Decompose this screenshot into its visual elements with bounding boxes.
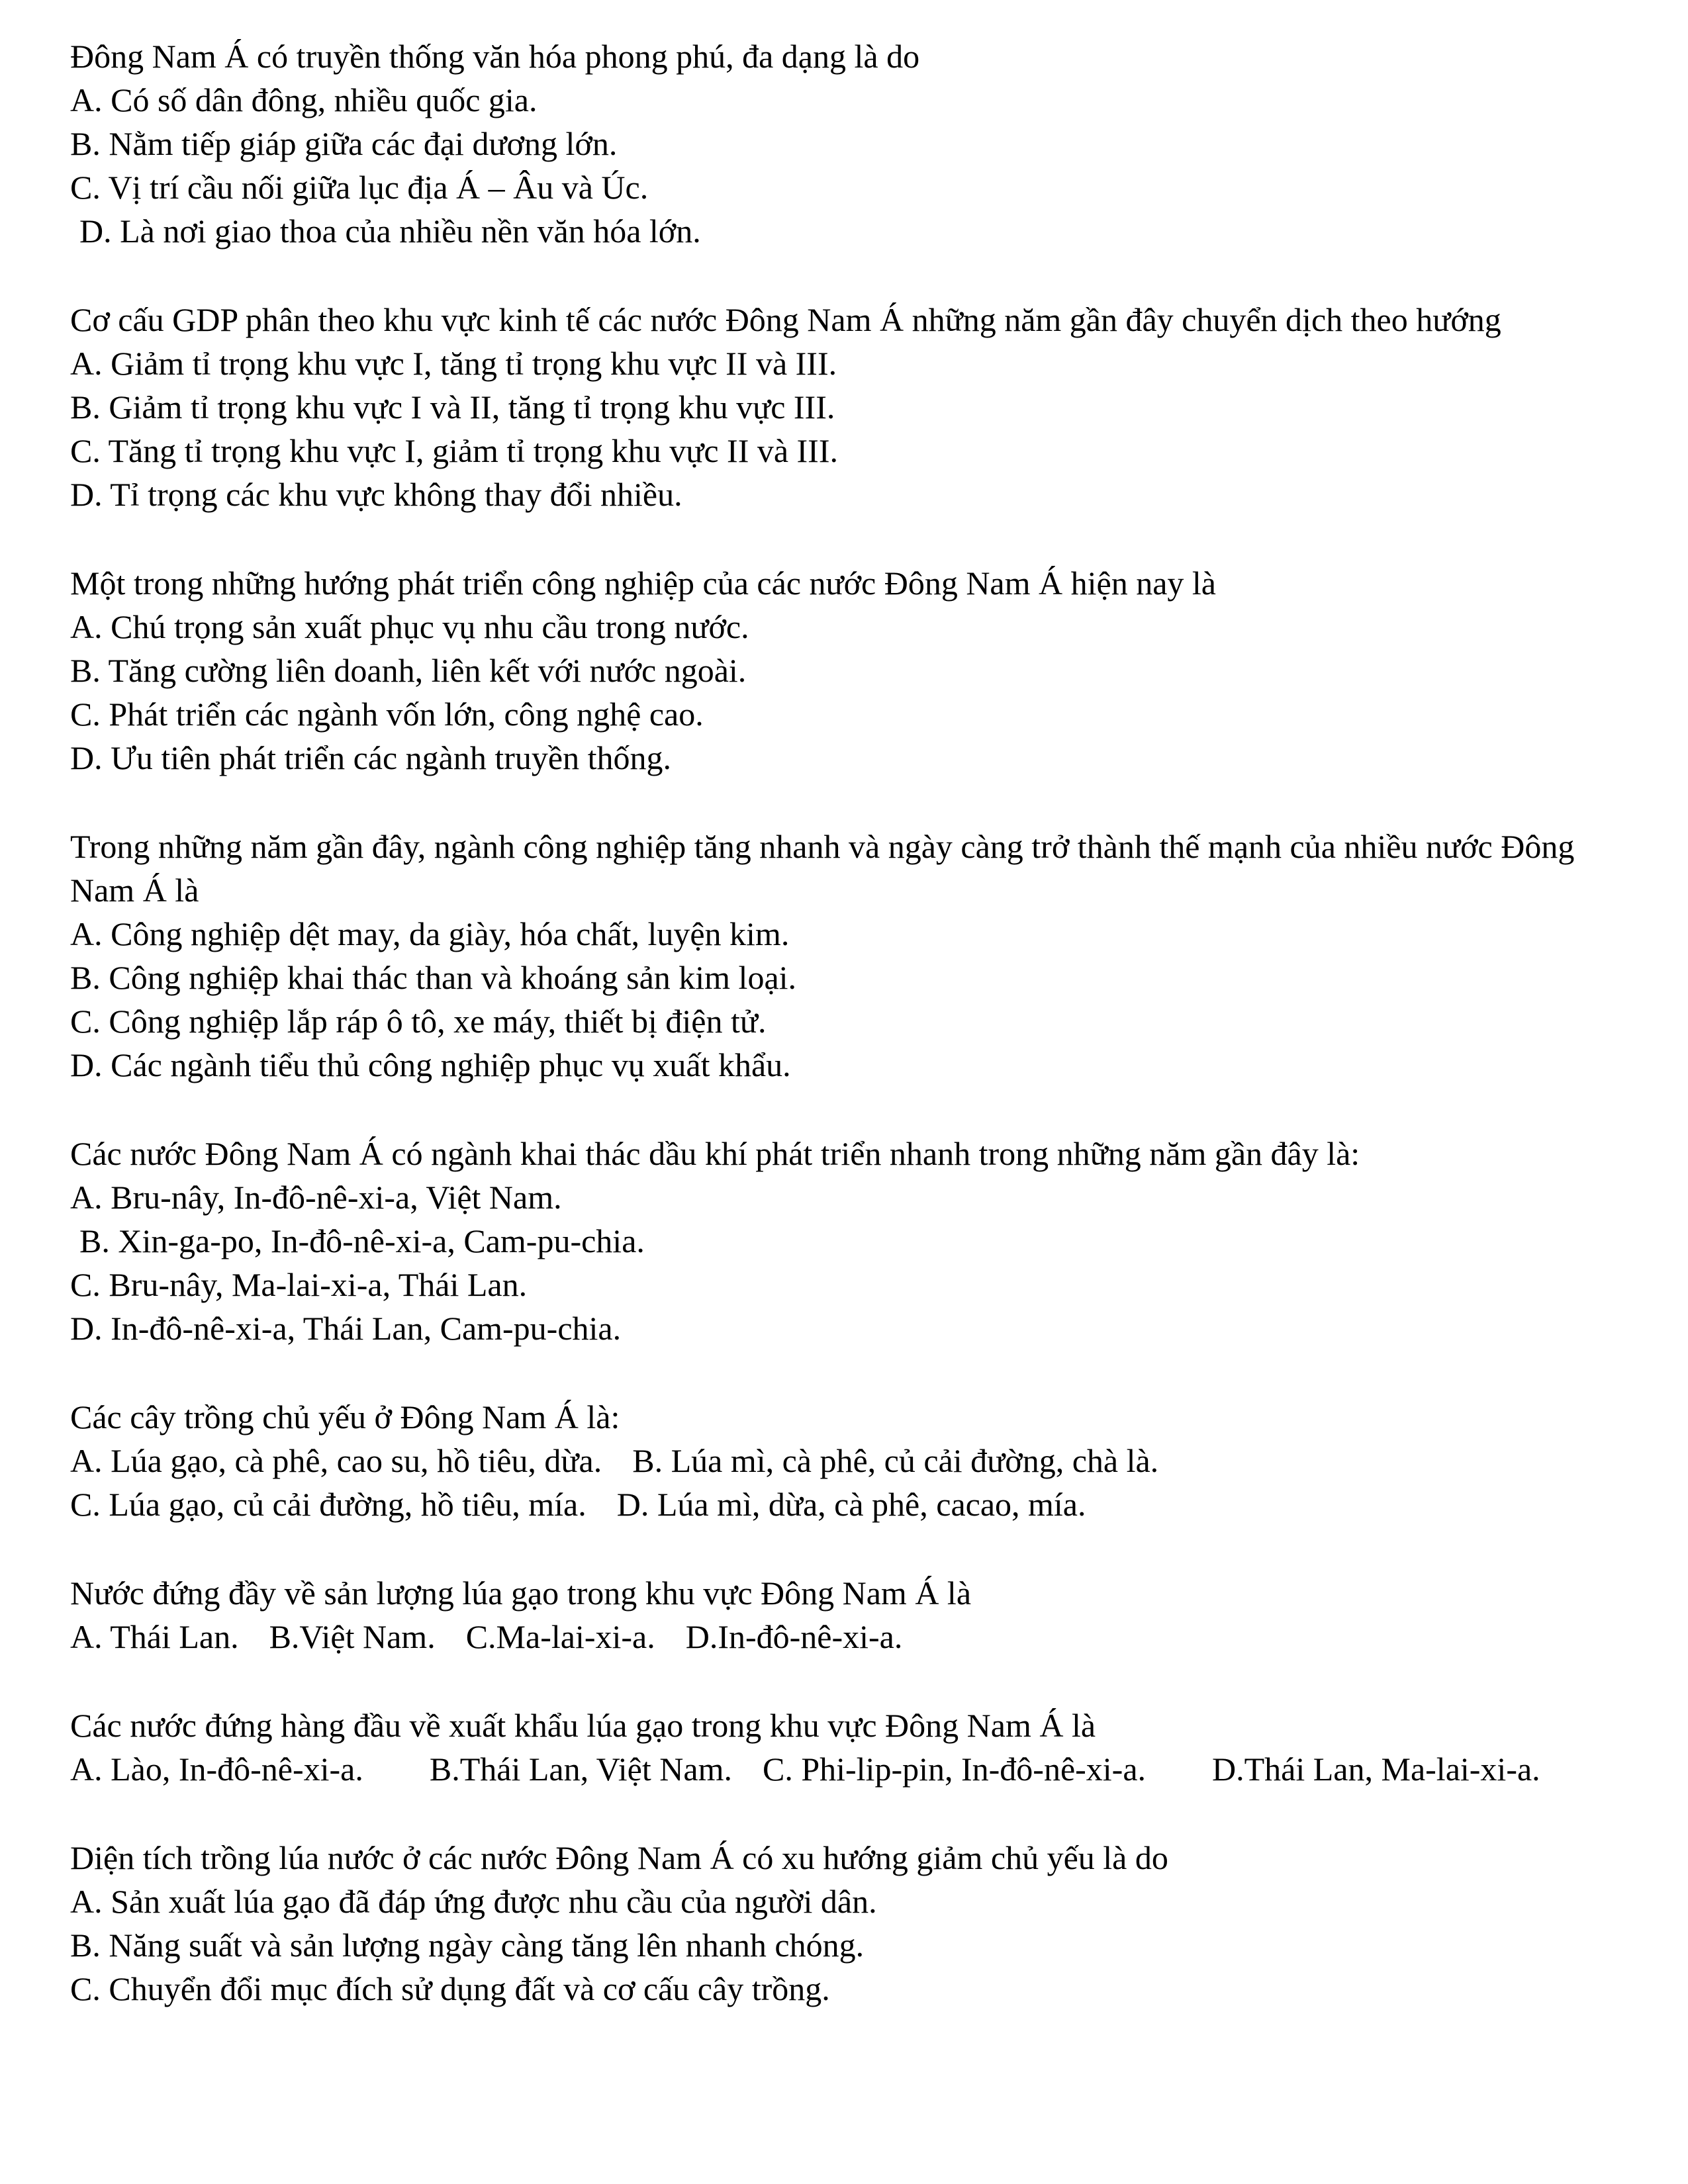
question-4-option-a: A. Công nghiệp dệt may, da giày, hóa chất, luyện kim. <box>70 915 790 952</box>
question-7-option-a: A. Thái Lan. <box>70 1618 239 1655</box>
question-7-text: Nước đứng đầy về sản lượng lúa gạo trong khu vực Đông Nam Á là <box>70 1574 972 1612</box>
question-9-text: Diện tích trồng lúa nước ở các nước Đông Nam Á có xu hướng giảm chủ yếu là do <box>70 1839 1168 1876</box>
question-6-option-a: A. Lúa gạo, cà phê, cao su, hồ tiêu, dừa. <box>70 1442 602 1479</box>
question-7 <box>70 1571 1646 1659</box>
question-1 <box>70 34 1646 253</box>
question-4-option-c: C. Công nghiệp lắp ráp ô tô, xe máy, thiết bị điện tử. <box>70 1003 767 1040</box>
question-5-option-a: A. Bru-nây, In-đô-nê-xi-a, Việt Nam. <box>70 1179 562 1216</box>
question-7-option-c: C.Ma-lai-xi-a. <box>465 1618 655 1655</box>
question-1-option-d: D. Là nơi giao thoa của nhiều nền văn hóa lớn. <box>79 212 701 250</box>
question-8-option-d: D.Thái Lan, Ma-lai-xi-a. <box>1212 1751 1540 1788</box>
question-8-option-a: A. Lào, In-đô-nê-xi-a. <box>70 1751 363 1788</box>
question-7-option-d: D.In-đô-nê-xi-a. <box>685 1618 903 1655</box>
question-9-option-a: A. Sản xuất lúa gạo đã đáp ứng được nhu cầu của người dân. <box>70 1883 877 1920</box>
question-list <box>70 34 1646 2056</box>
question-4-option-b: B. Công nghiệp khai thác than và khoáng sản kim loại. <box>70 959 797 996</box>
question-3-option-c: C. Phát triển các ngành vốn lớn, công nghệ cao. <box>70 696 704 733</box>
question-6-text: Các cây trồng chủ yếu ở Đông Nam Á là: <box>70 1398 620 1435</box>
question-3 <box>70 561 1646 780</box>
question-5-option-c: C. Bru-nây, Ma-lai-xi-a, Thái Lan. <box>70 1266 528 1303</box>
question-8 <box>70 1704 1646 1791</box>
question-9-option-b: B. Năng suất và sản lượng ngày càng tăng lên nhanh chóng. <box>70 1927 865 1964</box>
question-2-option-d: D. Tỉ trọng các khu vực không thay đổi nhiều. <box>70 476 682 513</box>
question-2-option-b: B. Giảm tỉ trọng khu vực I và II, tăng tỉ trọng khu vực III. <box>70 388 835 426</box>
question-1-option-c: C. Vị trí cầu nối giữa lục địa Á – Âu và Úc. <box>70 169 649 206</box>
question-6-option-c: C. Lúa gạo, củ cải đường, hồ tiêu, mía. <box>70 1486 586 1523</box>
question-1-option-b: B. Nằm tiếp giáp giữa các đại dương lớn. <box>70 125 618 162</box>
question-9 <box>70 1836 1646 2011</box>
question-6-options-row-2 <box>70 1482 1646 1526</box>
question-3-text: Một trong những hướng phát triển công nghiệp của các nước Đông Nam Á hiện nay là <box>70 565 1216 602</box>
question-5-option-d: D. In-đô-nê-xi-a, Thái Lan, Cam-pu-chia. <box>70 1310 622 1347</box>
question-2 <box>70 298 1646 516</box>
question-3-option-b: B. Tăng cường liên doanh, liên kết với nước ngoài. <box>70 652 747 689</box>
question-8-option-c: C. Phi-lip-pin, In-đô-nê-xi-a. <box>762 1751 1147 1788</box>
question-4 <box>70 825 1646 1087</box>
question-4-text: Trong những năm gần đây, ngành công nghiệp tăng nhanh và ngày càng trở thành thế mạnh của nhiều nước Đông Nam Á là <box>70 828 1575 909</box>
question-9-option-c: C. Chuyển đổi mục đích sử dụng đất và cơ cấu cây trồng. <box>70 1970 830 2007</box>
question-4-option-d: D. Các ngành tiểu thủ công nghiệp phục vụ xuất khẩu. <box>70 1046 791 1083</box>
question-8-option-b: B.Thái Lan, Việt Nam. <box>429 1751 732 1788</box>
question-2-option-a: A. Giảm tỉ trọng khu vực I, tăng tỉ trọng khu vực II và III. <box>70 345 837 382</box>
question-5-option-b: B. Xin-ga-po, In-đô-nê-xi-a, Cam-pu-chia. <box>79 1222 645 1259</box>
question-8-options-row <box>70 1747 1646 1791</box>
question-7-options-row <box>70 1615 1646 1659</box>
question-1-text: Đông Nam Á có truyền thống văn hóa phong phú, đa dạng là do <box>70 38 920 75</box>
question-6 <box>70 1395 1646 1526</box>
question-2-text: Cơ cấu GDP phân theo khu vực kinh tế các nước Đông Nam Á những năm gần đây chuyển dịch theo hướng <box>70 301 1501 338</box>
question-2-option-c: C. Tăng tỉ trọng khu vực I, giảm tỉ trọng khu vực II và III. <box>70 432 838 469</box>
question-5-text: Các nước Đông Nam Á có ngành khai thác dầu khí phát triển nhanh trong những năm gần đây là: <box>70 1135 1360 1172</box>
question-6-options-row-1 <box>70 1439 1646 1482</box>
question-6-option-b: B. Lúa mì, cà phê, củ cải đường, chà là. <box>632 1442 1159 1479</box>
question-3-option-a: A. Chú trọng sản xuất phục vụ nhu cầu trong nước. <box>70 608 749 645</box>
question-6-option-d: D. Lúa mì, dừa, cà phê, cacao, mía. <box>616 1486 1086 1523</box>
question-5 <box>70 1132 1646 1350</box>
question-7-option-b: B.Việt Nam. <box>269 1618 436 1655</box>
question-1-option-a: A. Có số dân đông, nhiều quốc gia. <box>70 81 538 118</box>
question-3-option-d: D. Ưu tiên phát triển các ngành truyền thống. <box>70 739 671 776</box>
question-8-text: Các nước đứng hàng đầu về xuất khẩu lúa gạo trong khu vực Đông Nam Á là <box>70 1707 1096 1744</box>
